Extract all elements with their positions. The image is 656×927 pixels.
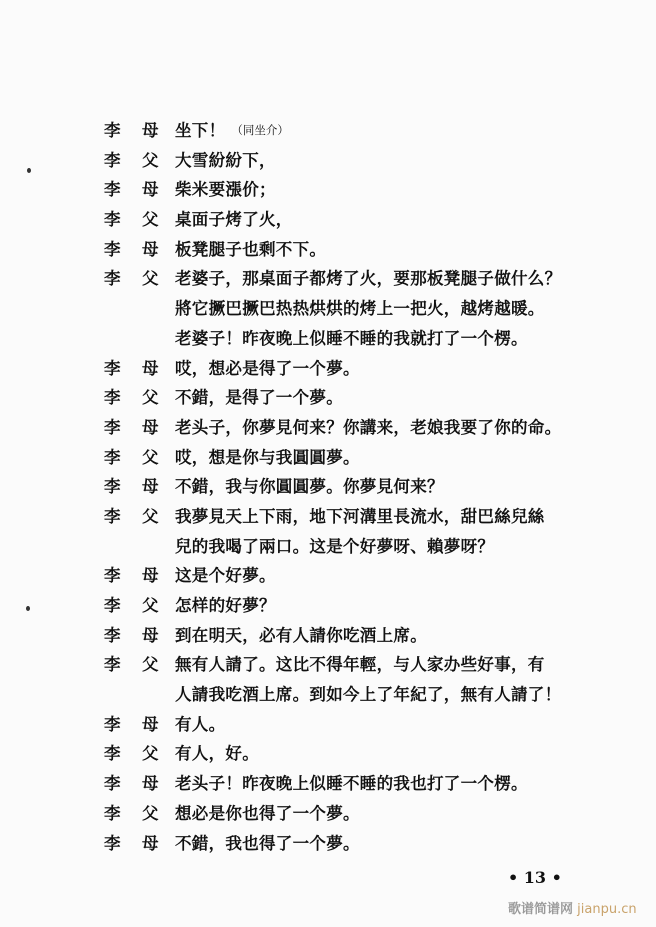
speaker-surname: 李 (104, 269, 121, 289)
speaker-role: 父 (142, 388, 159, 408)
line-text: 老头子！昨夜晚上似睡不睡的我也打了一个楞。 (175, 774, 528, 794)
speaker-role: 父 (142, 803, 159, 823)
speaker-role: 母 (142, 239, 159, 259)
speaker-role (142, 324, 175, 354)
watermark (508, 898, 637, 917)
speaker-surname: 李 (104, 625, 121, 645)
speaker-role: 母 (142, 358, 159, 378)
line-text: 有人，好。 (175, 744, 259, 764)
speaker-surname: 李 (104, 180, 121, 200)
dialogue-line (104, 116, 624, 146)
dialogue-line (104, 591, 624, 621)
speaker-surname (104, 532, 142, 562)
dialogue-line (104, 354, 624, 384)
speaker-role: 母 (142, 625, 159, 645)
dialogue-line (104, 413, 624, 443)
dialogue-line (104, 532, 624, 562)
dialogue-line (104, 769, 624, 799)
line-text: 这是个好夢。 (175, 566, 276, 586)
line-text: 不錯，我与你圓圓夢。你夢見何来？ (175, 477, 444, 497)
dialogue-line (104, 205, 624, 235)
dialogue-line (104, 680, 624, 710)
speaker-surname: 李 (104, 417, 121, 437)
speaker-role: 父 (142, 447, 159, 467)
line-text: 老头子，你夢見何来？你講来，老娘我要了你的命。 (175, 417, 562, 437)
dialogue-line (104, 294, 624, 324)
line-text: 哎，想必是得了一个夢。 (175, 358, 360, 378)
speaker-surname (104, 294, 142, 324)
speaker-surname: 李 (104, 447, 121, 467)
page-number: • 13 • (508, 868, 562, 887)
speaker-role: 母 (142, 417, 159, 437)
speaker-role: 母 (142, 566, 159, 586)
speaker-role: 父 (142, 150, 159, 170)
line-text: 老婆子！昨夜晚上似睡不睡的我就打了一个楞。 (175, 328, 528, 348)
scan-speck (27, 168, 31, 173)
script-dialogue (104, 116, 624, 858)
speaker-role: 母 (142, 714, 159, 734)
speaker-surname (104, 324, 142, 354)
dialogue-line (104, 383, 624, 413)
dialogue-line (104, 264, 624, 294)
dialogue-line (104, 561, 624, 591)
dialogue-line (104, 710, 624, 740)
speaker-surname: 李 (104, 506, 121, 526)
speaker-role: 母 (142, 180, 159, 200)
line-text: 柴米要漲价； (175, 180, 276, 200)
dialogue-line (104, 739, 624, 769)
line-text: 我夢見天上下雨，地下河溝里長流水，甜巴絲兒絲 (175, 506, 545, 526)
dialogue-line (104, 235, 624, 265)
speaker-role: 父 (142, 596, 159, 615)
line-text: 兒的我喝了兩口。这是个好夢呀、賴夢呀？ (175, 536, 495, 556)
line-text: 人請我吃酒上席。到如今上了年紀了，無有人請了！ (175, 685, 562, 705)
line-text: 不錯，是得了一个夢。 (175, 388, 343, 408)
speaker-role: 父 (142, 744, 159, 764)
dialogue-line (104, 829, 624, 859)
speaker-surname: 李 (104, 477, 121, 497)
speaker-role (142, 680, 175, 710)
line-text: 哎，想是你与我圓圓夢。 (175, 447, 360, 467)
line-text: 板凳腿子也剩不下。 (175, 239, 327, 259)
dialogue-line (104, 799, 624, 829)
watermark-cn: 歌谱简谱网 (508, 902, 574, 917)
watermark-en: jianpu.cn (577, 902, 637, 917)
stage-direction: （同坐介） (231, 123, 289, 137)
speaker-surname: 李 (104, 803, 121, 823)
speaker-surname: 李 (104, 121, 121, 140)
speaker-surname: 李 (104, 714, 121, 734)
speaker-role: 父 (142, 210, 159, 230)
line-text: 將它撅巴撅巴热热烘烘的烤上一把火，越烤越暖。 (175, 299, 545, 319)
speaker-role: 母 (142, 774, 159, 794)
line-text: 不錯，我也得了一个夢。 (175, 833, 360, 853)
speaker-role: 母 (142, 477, 159, 497)
dialogue-line (104, 175, 624, 205)
line-text: 桌面子烤了火， (175, 210, 293, 230)
line-text: 老婆子，那桌面子都烤了火，要那板凳腿子做什么？ (175, 269, 562, 289)
speaker-surname: 李 (104, 358, 121, 378)
line-text: 有人。 (175, 714, 226, 734)
speaker-surname: 李 (104, 596, 121, 615)
speaker-surname: 李 (104, 388, 121, 408)
line-text: 坐下！ (175, 121, 226, 140)
speaker-surname: 李 (104, 833, 121, 853)
line-text: 大雪紛紛下， (175, 150, 276, 170)
speaker-surname: 李 (104, 774, 121, 794)
speaker-role: 母 (142, 833, 159, 853)
dialogue-line (104, 621, 624, 651)
speaker-role: 父 (142, 655, 159, 675)
speaker-surname: 李 (104, 566, 121, 586)
dialogue-line (104, 443, 624, 473)
dialogue-line (104, 502, 624, 532)
dialogue-line (104, 146, 624, 176)
speaker-surname: 李 (104, 150, 121, 170)
speaker-role: 母 (142, 121, 159, 140)
speaker-role (142, 294, 175, 324)
line-text: 無有人請了。这比不得年輕，与人家办些好事，有 (175, 655, 545, 675)
speaker-role (142, 532, 175, 562)
speaker-surname (104, 680, 142, 710)
dialogue-line (104, 324, 624, 354)
speaker-role: 父 (142, 269, 159, 289)
speaker-surname: 李 (104, 655, 121, 675)
dialogue-line (104, 650, 624, 680)
speaker-surname: 李 (104, 239, 121, 259)
speaker-surname: 李 (104, 210, 121, 230)
line-text: 到在明天，必有人請你吃酒上席。 (175, 625, 427, 645)
speaker-surname: 李 (104, 744, 121, 764)
line-text: 想必是你也得了一个夢。 (175, 803, 360, 823)
speaker-role: 父 (142, 506, 159, 526)
line-text: 怎样的好夢？ (175, 596, 276, 615)
scan-speck (26, 606, 30, 611)
dialogue-line (104, 472, 624, 502)
